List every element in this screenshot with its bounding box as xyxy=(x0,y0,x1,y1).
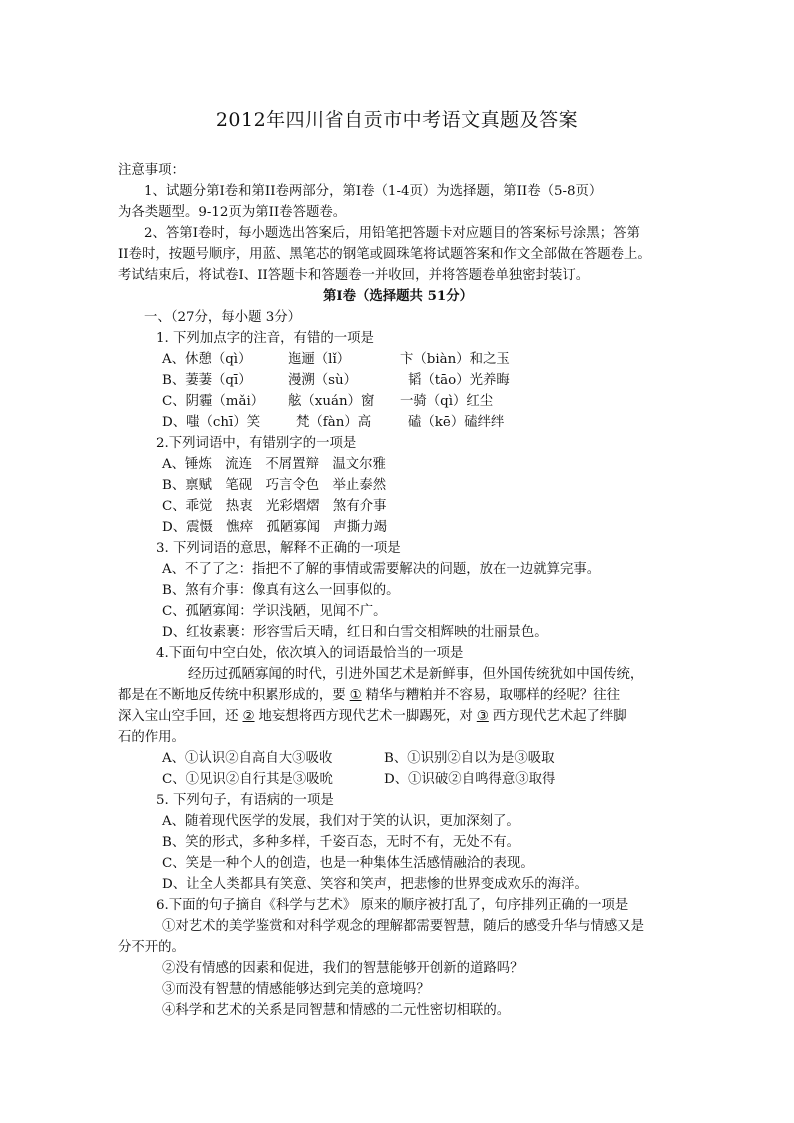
notes-heading: 注意事项： xyxy=(118,163,185,178)
question-3-option-a: A、不了了之：指把不了解的事情或需要解决的问题，放在一边就算完事。 xyxy=(162,562,601,577)
passage-text: 地妄想将西方现代艺术一脚踢死，对 xyxy=(258,709,473,724)
question-1-option-b xyxy=(118,370,678,391)
question-4-stem: 4.下面句中空白处，依次填入的词语最恰当的一项是 xyxy=(156,646,464,661)
question-5-stem: 5. 下列句子，有语病的一项是 xyxy=(156,793,334,808)
notes-item-2-line-2: II卷时，按题号顺序，用蓝、黑笔芯的钢笔或圆珠笔将试题答案和作文全部做在答题卷上。 xyxy=(118,247,651,262)
option-part: 梵（fàn）高 xyxy=(296,415,372,430)
question-1-option-d xyxy=(118,412,678,433)
page-title: 2012年四川省自贡市中考语文真题及答案 xyxy=(215,109,579,131)
question-2-option-c: C、乖觉 热衷 光彩熠熠 煞有介事 xyxy=(162,499,387,514)
question-6-sentence-1-line-2: 分不开的。 xyxy=(118,940,185,955)
question-1-stem: 1. 下列加点字的注音，有错的一项是 xyxy=(156,331,374,346)
question-1-option-c xyxy=(118,391,678,412)
option-part: 磕（kē）磕绊绊 xyxy=(408,415,505,430)
option-part: 一骑（qì）红尘 xyxy=(400,394,494,409)
question-2-option-d: D、震慑 憔瘁 孤陋寡闻 声撕力竭 xyxy=(162,520,387,535)
question-5-option-d: D、让全人类都具有笑意、笑容和笑声，把悲惨的世界变成欢乐的海洋。 xyxy=(162,877,588,892)
question-4-passage-line-2 xyxy=(118,685,678,706)
question-6-stem: 6.下面的句子摘自《科学与艺术》 原来的顺序被打乱了，句序排列正确的一项是 xyxy=(156,898,629,913)
exam-body xyxy=(118,160,678,1021)
option-part: C、阴霾（mǎi） xyxy=(162,394,265,409)
option-part: D、嗤（chī）笑 xyxy=(162,415,261,430)
question-3-option-c: C、孤陋寡闻：学识浅陋，见闻不广。 xyxy=(162,604,387,619)
question-2-option-a: A、锤炼 流连 不屑置辩 温文尔雅 xyxy=(162,457,386,472)
notes-item-2-line-1: 2、答第Ⅰ卷时，每小题选出答案后，用铅笔把答题卡对应题目的答案标号涂黑；答第 xyxy=(144,226,640,241)
passage-text: 精华与糟粕并不容易，取哪样的经呢？往往 xyxy=(365,688,621,703)
option-part: 漫溯（sù） xyxy=(288,373,358,388)
question-3-option-d: D、红妆素裹：形容雪后天晴，红日和白雪交相辉映的壮丽景色。 xyxy=(162,625,548,640)
blank-2: ② xyxy=(242,709,255,724)
notes-item-1-line-2: 为各类题型。9-12页为第II卷答题卷。 xyxy=(118,205,347,220)
question-2-option-b: B、禀赋 笔砚 巧言令色 举止泰然 xyxy=(162,478,387,493)
question-6-sentence-2: ②没有情感的因素和促进，我们的智慧能够开创新的道路吗？ xyxy=(162,961,524,976)
question-3-stem: 3. 下列词语的意思，解释不正确的一项是 xyxy=(156,541,401,556)
passage-text: 西方现代艺术起了绊脚 xyxy=(492,709,627,724)
option-part: 迤逦（lǐ） xyxy=(288,352,351,367)
passage-text: 深入宝山空手回，还 xyxy=(118,709,239,724)
question-6-sentence-3: ③而没有智慧的情感能够达到完美的意境吗？ xyxy=(162,982,430,997)
option-part: A、休憩（qì） xyxy=(162,352,252,367)
question-6-sentence-1-line-1: ①对艺术的美学鉴赏和对科学观念的理解都需要智慧，随后的感受升华与情感又是 xyxy=(162,919,645,934)
section-heading: 第Ⅰ卷（选择题共 51分） xyxy=(322,288,474,304)
question-6-sentence-4: ④科学和艺术的关系是同智慧和情感的二元性密切相联的。 xyxy=(162,1003,511,1018)
question-3-option-b: B、煞有介事：像真有这么一回事似的。 xyxy=(162,583,400,598)
question-4-options-row-2 xyxy=(118,769,678,790)
question-4-passage-line-3 xyxy=(118,706,678,727)
question-4-option-b: B、①识别②自以为是③吸取 xyxy=(384,751,555,766)
question-4-option-c: C、①见识②自行其是③吸吮 xyxy=(162,772,333,787)
question-1-option-a xyxy=(118,349,678,370)
option-part: 舷（xuán）窗 xyxy=(288,394,375,409)
question-5-option-a: A、随着现代医学的发展，我们对于笑的认识，更加深刻了。 xyxy=(162,814,520,829)
blank-3: ③ xyxy=(476,709,489,724)
question-4-option-a: A、①认识②自高自大③吸收 xyxy=(162,751,333,766)
notes-item-2-line-3: 考试结束后，将试卷Ⅰ、II答题卡和答题卷一并收回，并将答题卷单独密封装订。 xyxy=(118,268,590,283)
passage-text: 都是在不断地反传统中积累形成的，要 xyxy=(118,688,346,703)
question-4-passage-line-1: 经历过孤陋寡闻的时代，引进外国艺术是新鲜事，但外国传统犹如中国传统， xyxy=(188,667,644,682)
part-heading: 一、（27分，每小题 3分） xyxy=(144,310,302,325)
option-part: 韬（tāo）光养晦 xyxy=(408,373,510,388)
option-part: B、萋萋（qī） xyxy=(162,373,252,388)
question-5-option-b: B、笑的形式，多种多样，千姿百态，无时不有，无处不有。 xyxy=(162,835,520,850)
question-2-stem: 2.下列词语中，有错别字的一项是 xyxy=(156,436,357,451)
question-4-option-d: D、①识破②自鸣得意③取得 xyxy=(384,772,556,787)
blank-1: ① xyxy=(349,688,362,703)
question-4-passage-line-4: 石的作用。 xyxy=(118,730,185,745)
question-4-options-row-1 xyxy=(118,748,678,769)
question-5-option-c: C、笑是一种个人的创造，也是一种集体生活感情融洽的表现。 xyxy=(162,856,534,871)
notes-item-1-line-1: 1、试题分第Ⅰ卷和第II卷两部分，第Ⅰ卷（1-4页）为选择题，第II卷（5-8页） xyxy=(144,184,603,199)
option-part: 卞（biàn）和之玉 xyxy=(400,352,510,367)
